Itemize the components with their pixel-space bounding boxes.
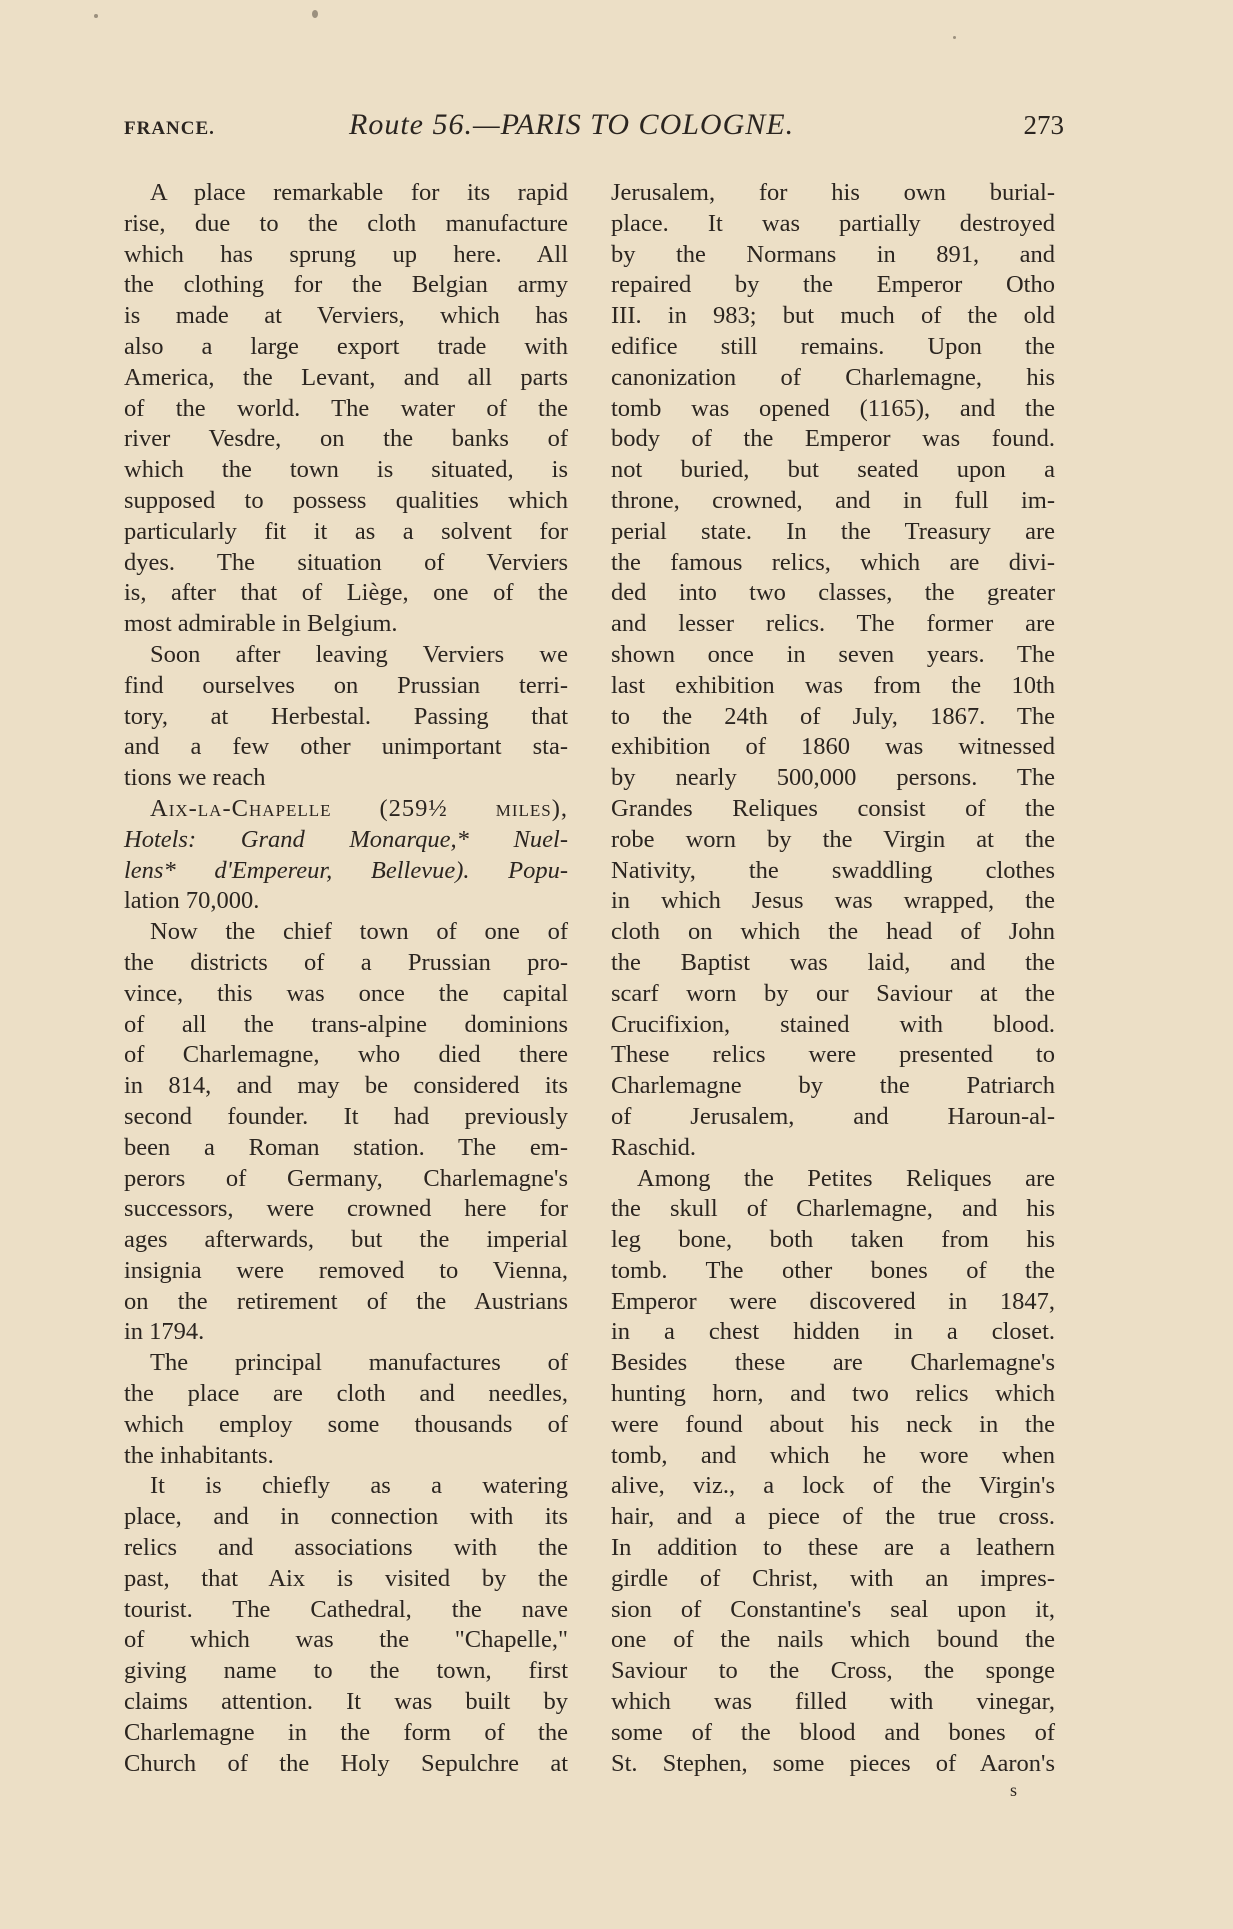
left-column-line: supposed to possess qualities which: [124, 486, 568, 514]
left-column-line: been a Roman station. The em-: [124, 1133, 568, 1161]
left-column-line: place, and in connection with its: [124, 1503, 568, 1531]
right-column-line: Jerusalem, for his own burial-: [611, 179, 1055, 206]
right-column-line: leg bone, both taken from his: [611, 1226, 1055, 1254]
right-column-line: These relics were presented to: [611, 1041, 1055, 1069]
right-column-line: by nearly 500,000 persons. The: [611, 764, 1055, 792]
right-column-line: tomb, and which he wore when: [611, 1441, 1055, 1469]
right-column-line: not buried, but seated upon a: [611, 456, 1055, 484]
right-column-line: the famous relics, which are divi-: [611, 548, 1055, 576]
left-column-line: of Charlemagne, who died there: [124, 1041, 568, 1069]
right-column-line: in which Jesus was wrapped, the: [611, 887, 1055, 915]
right-column-line: alive, viz., a lock of the Virgin's: [611, 1472, 1055, 1500]
right-column-line: tomb. The other bones of the: [611, 1256, 1055, 1284]
right-column-line: body of the Emperor was found.: [611, 425, 1055, 453]
left-column-line: and a few other unimportant sta-: [124, 733, 568, 761]
right-column-line: Nativity, the swaddling clothes: [611, 856, 1055, 884]
header-route-title: Route 56.—PARIS TO COLOGNE.: [349, 108, 795, 141]
right-column-line: St. Stephen, some pieces of Aaron's: [611, 1749, 1055, 1777]
left-column-line: on the retirement of the Austrians: [124, 1287, 568, 1315]
ink-speck: [312, 10, 318, 18]
left-column-line: tourist. The Cathedral, the nave: [124, 1595, 568, 1623]
left-column-line: past, that Aix is visited by the: [124, 1564, 568, 1592]
left-column-line: which the town is situated, is: [124, 456, 568, 484]
left-column-line: tory, at Herbestal. Passing that: [124, 702, 568, 730]
left-column-line: vince, this was once the capital: [124, 979, 568, 1007]
right-column-line: one of the nails which bound the: [611, 1626, 1055, 1654]
left-column-line: second founder. It had previously: [124, 1102, 568, 1130]
left-column-line: the place are cloth and needles,: [124, 1380, 568, 1408]
right-column-line: hunting horn, and two relics which: [611, 1380, 1055, 1408]
left-column-line: in 1794.: [124, 1318, 205, 1346]
right-column-line: were found about his neck in the: [611, 1410, 1055, 1438]
right-column-line: scarf worn by our Saviour at the: [611, 979, 1055, 1007]
left-column-line: insignia were removed to Vienna,: [124, 1256, 568, 1284]
right-column-line: some of the blood and bones of: [611, 1718, 1055, 1746]
left-column-line: The principal manufactures of: [150, 1349, 568, 1377]
left-column-line: in 814, and may be considered its: [124, 1072, 568, 1100]
left-text-column: [124, 178, 568, 1779]
left-column-line: tions we reach: [124, 764, 266, 792]
left-column-line: Church of the Holy Sepulchre at: [124, 1749, 568, 1777]
left-column-line: Aix-la-Chapelle (259½ miles),: [150, 794, 568, 822]
right-column-line: edifice still remains. Upon the: [611, 332, 1055, 360]
right-column-line: in a chest hidden in a closet.: [611, 1318, 1055, 1346]
left-column-line: the clothing for the Belgian army: [124, 271, 568, 299]
left-column-line: claims attention. It was built by: [124, 1688, 568, 1716]
left-column-line: of which was the "Chapelle,": [124, 1626, 568, 1654]
signature-mark: s: [1010, 1780, 1018, 1800]
left-column-line: find ourselves on Prussian terri-: [124, 671, 568, 699]
right-column-line: perial state. In the Treasury are: [611, 517, 1055, 545]
left-column-line: of all the trans-alpine dominions: [124, 1010, 568, 1038]
ink-speck: [94, 14, 98, 18]
right-column-line: repaired by the Emperor Otho: [611, 271, 1055, 299]
left-column-line: Now the chief town of one of: [150, 918, 568, 946]
left-column-line: Hotels: Grand Monarque,* Nuel-: [124, 825, 568, 853]
left-column-line: Charlemagne in the form of the: [124, 1718, 568, 1746]
left-column-line: of the world. The water of the: [124, 394, 568, 422]
right-column-line: Besides these are Charlemagne's: [611, 1349, 1055, 1377]
right-column-line: the skull of Charlemagne, and his: [611, 1195, 1055, 1223]
left-column-line: successors, were crowned here for: [124, 1195, 568, 1223]
right-column-line: In addition to these are a leathern: [611, 1534, 1055, 1562]
right-text-column: [611, 178, 1055, 1779]
left-column-line: America, the Levant, and all parts: [124, 363, 568, 391]
right-column-line: Crucifixion, stained with blood.: [611, 1010, 1055, 1038]
left-column-line: relics and associations with the: [124, 1534, 568, 1562]
right-column-line: Grandes Reliques consist of the: [611, 794, 1055, 822]
right-column-line: Saviour to the Cross, the sponge: [611, 1657, 1055, 1685]
left-column-line: which employ some thousands of: [124, 1410, 568, 1438]
right-column-line: girdle of Christ, with an impres-: [611, 1564, 1055, 1592]
right-column-line: place. It was partially destroyed: [611, 209, 1055, 237]
left-column-line: ages afterwards, but the imperial: [124, 1226, 568, 1254]
right-column-line: exhibition of 1860 was witnessed: [611, 733, 1055, 761]
left-column-line: particularly fit it as a solvent for: [124, 517, 568, 545]
right-column-line: ded into two classes, the greater: [611, 579, 1055, 607]
left-column-line: perors of Germany, Charlemagne's: [124, 1164, 568, 1192]
left-column-line: which has sprung up here. All: [124, 240, 568, 268]
right-column-line: sion of Constantine's seal upon it,: [611, 1595, 1055, 1623]
left-column-line: giving name to the town, first: [124, 1657, 568, 1685]
left-column-line: Soon after leaving Verviers we: [150, 640, 568, 668]
right-column-line: III. in 983; but much of the old: [611, 302, 1055, 330]
right-column-line: the Baptist was laid, and the: [611, 948, 1055, 976]
right-column-line: Raschid.: [611, 1133, 697, 1161]
right-column-line: shown once in seven years. The: [611, 640, 1055, 668]
right-column-line: last exhibition was from the 10th: [611, 671, 1055, 699]
right-column-line: throne, crowned, and in full im-: [611, 486, 1055, 514]
right-column-line: Among the Petites Reliques are: [637, 1164, 1055, 1192]
right-column-line: of Jerusalem, and Haroun-al-: [611, 1102, 1055, 1130]
right-column-line: to the 24th of July, 1867. The: [611, 702, 1055, 730]
left-column-line: is made at Verviers, which has: [124, 302, 568, 330]
header-region: FRANCE.: [124, 118, 215, 139]
right-column-line: which was filled with vinegar,: [611, 1688, 1055, 1716]
left-column-line: It is chiefly as a watering: [150, 1472, 568, 1500]
left-column-line: dyes. The situation of Verviers: [124, 548, 568, 576]
running-header: [124, 108, 1064, 152]
right-column-line: tomb was opened (1165), and the: [611, 394, 1055, 422]
right-column-line: by the Normans in 891, and: [611, 240, 1055, 268]
left-column-line: rise, due to the cloth manufacture: [124, 209, 568, 237]
left-column-line: lens* d'Empereur, Bellevue). Popu-: [124, 856, 568, 884]
page-number: 273: [1023, 110, 1064, 140]
right-column-line: robe worn by the Virgin at the: [611, 825, 1055, 853]
left-column-line: the inhabitants.: [124, 1441, 274, 1469]
right-column-line: Charlemagne by the Patriarch: [611, 1072, 1055, 1100]
left-column-line: river Vesdre, on the banks of: [124, 425, 568, 453]
left-column-line: is, after that of Liège, one of the: [124, 579, 568, 607]
left-column-line: A place remarkable for its rapid: [150, 179, 568, 206]
right-column-line: cloth on which the head of John: [611, 918, 1055, 946]
right-column-line: and lesser relics. The former are: [611, 610, 1055, 638]
right-column-line: Emperor were discovered in 1847,: [611, 1287, 1055, 1315]
left-column-line: most admirable in Belgium.: [124, 610, 398, 638]
left-column-line: lation 70,000.: [124, 887, 260, 915]
left-column-line: also a large export trade with: [124, 332, 568, 360]
right-column-line: canonization of Charlemagne, his: [611, 363, 1055, 391]
left-column-line: the districts of a Prussian pro-: [124, 948, 568, 976]
ink-speck: [953, 36, 956, 39]
right-column-line: hair, and a piece of the true cross.: [611, 1503, 1055, 1531]
